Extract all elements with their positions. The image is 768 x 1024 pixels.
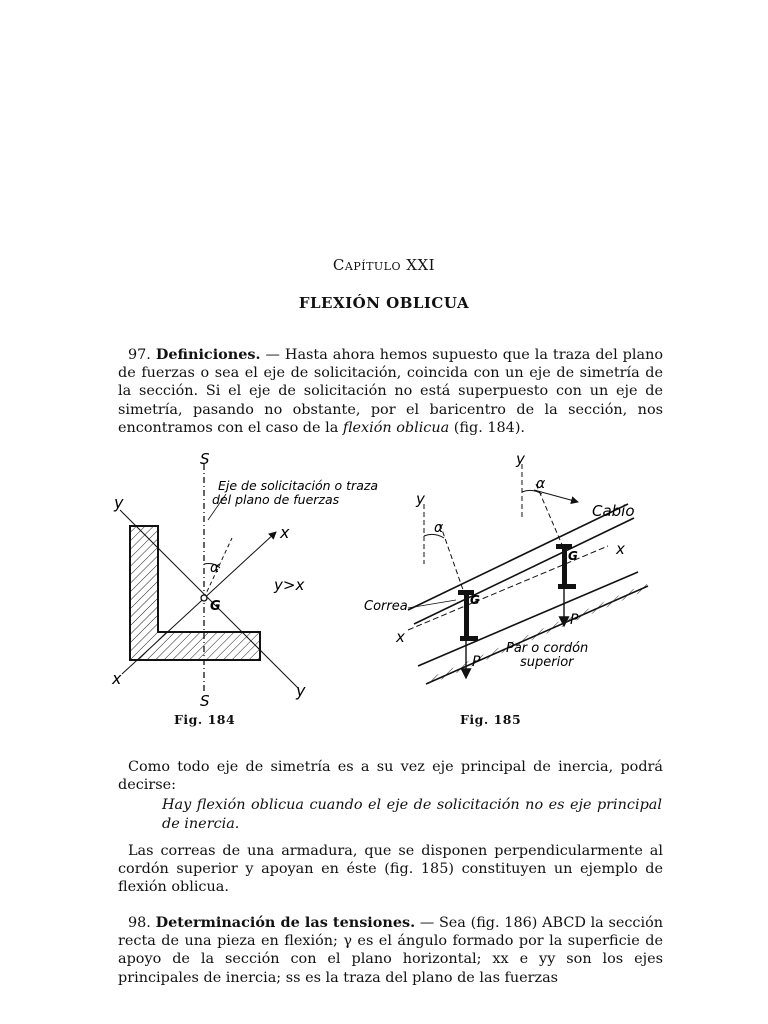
label-g2: G xyxy=(568,549,578,563)
fig-184-caption: Fig. 184 xyxy=(174,712,236,727)
label-y2: y xyxy=(516,450,525,468)
figures-svg xyxy=(108,444,664,716)
label-alpha1: α xyxy=(434,520,444,536)
label-par-line2: superior xyxy=(520,655,574,670)
section-97-paragraph xyxy=(118,346,663,437)
label-y-right: y xyxy=(296,681,306,700)
chapter-number: XXI xyxy=(406,256,436,274)
label-par-line1: Par o cordón xyxy=(506,641,589,656)
chapter-heading xyxy=(0,256,768,274)
label-x-left: x xyxy=(112,669,122,688)
fig-185-caption: Fig. 185 xyxy=(460,712,522,727)
section-98-dash: — xyxy=(419,915,435,931)
label-alpha2: α xyxy=(536,476,546,492)
chapter-title: FLEXIÓN OBLICUA xyxy=(298,294,470,312)
section-97-dash: — xyxy=(265,347,280,363)
section-98-paragraph xyxy=(118,914,663,987)
fig-184-drawing xyxy=(111,450,378,710)
section-98-number: 98. xyxy=(128,915,151,931)
label-p1: P xyxy=(472,654,481,670)
annotation-line-2: del plano de fuerzas xyxy=(212,492,340,507)
paragraph-correas: Las correas de una armadura, que se disponen perpendicularmente al cordón superior y apoyan en éste (fig. 185) constituyen un ejemplo de flexión oblicua. xyxy=(118,843,663,896)
label-x-left-185: x xyxy=(396,628,405,646)
label-s-bottom: S xyxy=(200,692,210,710)
paragraph-symmetry: Como todo eje de simetría es a su vez eje principal de inercia, podrá decirse: xyxy=(118,759,663,794)
label-y1: y xyxy=(416,490,425,508)
section-97-number: 97. xyxy=(128,347,151,363)
label-p2: P xyxy=(570,612,579,628)
annotation-line-1: Eje de solicitación o traza xyxy=(218,478,379,493)
section-97-text-after: (fig. 184). xyxy=(453,419,526,436)
chapter-label: Capítulo xyxy=(332,256,402,274)
section-97-text: Hasta ahora hemos supuesto que la traza del plano de fuerzas o sea el eje de solicitación, coincida con un eje de simetría de la sección. Si el eje de solicitación no está superpuesto con un eje de simetría, pasando no obstante, por el baricentro de la sección, nos encontramos con el caso de la xyxy=(118,347,664,436)
label-cabio: Cabio xyxy=(592,502,635,520)
angle-section-shape xyxy=(130,526,260,660)
fig-185-drawing xyxy=(364,450,648,684)
figures-184-185 xyxy=(108,444,664,716)
label-g: G xyxy=(210,599,221,614)
section-97-italic-term: flexión oblicua xyxy=(342,419,450,436)
label-alpha: α xyxy=(210,560,220,576)
section-97-heading: Definiciones. xyxy=(155,346,261,363)
label-x-right: x xyxy=(280,523,290,542)
section-98-heading: Determinación de las tensiones. xyxy=(155,914,416,931)
section-98-text: Sea (fig. 186) ABCD la sección recta de una pieza en flexión; γ es el ángulo formado por la superficie de apoyo de la sección con el plano horizontal; xx e yy son los ejes principales de inercia; ss es la traza del plano de las fuerzas xyxy=(118,915,664,986)
label-x-right-185: x xyxy=(616,540,625,558)
definition-quote: Hay flexión oblicua cuando el eje de solicitación no es eje principal de inercia. xyxy=(162,797,662,832)
label-g1: G xyxy=(470,593,480,607)
label-y-left: y xyxy=(114,493,124,512)
label-correa: Correa xyxy=(364,599,408,614)
label-inequality: y>x xyxy=(274,576,305,594)
centroid-g-point xyxy=(201,595,207,601)
label-s-top: S xyxy=(200,450,210,468)
